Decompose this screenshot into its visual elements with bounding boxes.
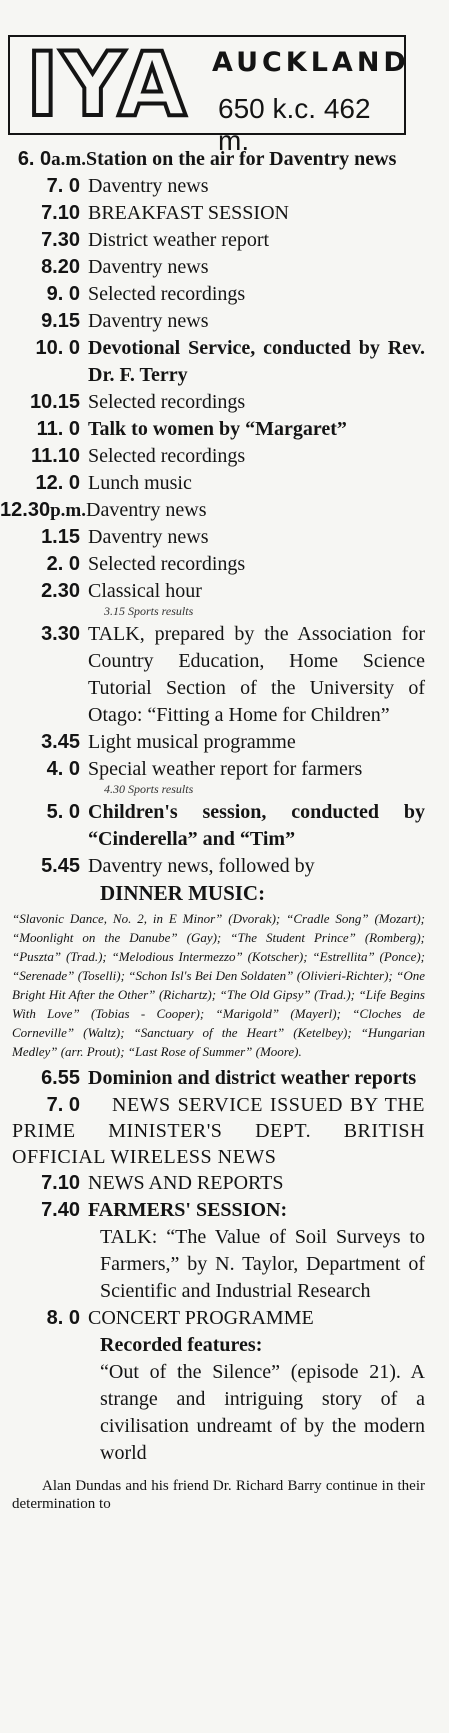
programme-entry	[0, 416, 449, 443]
station-callsign: IYA	[26, 33, 189, 136]
entry-time	[0, 853, 88, 880]
entry-time	[0, 470, 88, 497]
entry-ampm: a.m.	[51, 149, 86, 170]
closing-paragraph: Alan Dundas and his friend Dr. Richard Barry continue in their determination to	[12, 1478, 425, 1512]
entry-time	[0, 335, 88, 362]
entry-description: Children's session, conducted by “Cinderella” and “Tim”	[88, 801, 425, 850]
entry-time-value: 4. 0	[46, 758, 80, 780]
entry-time-value: 8.20	[41, 256, 80, 278]
programme-entry	[0, 335, 449, 389]
programme-entry	[0, 227, 449, 254]
programme-entry	[0, 729, 449, 756]
entry-time	[0, 799, 88, 826]
programme-entry	[0, 1170, 449, 1197]
entry-time-value: 9. 0	[46, 283, 80, 305]
entry-time-value: 5.45	[41, 855, 80, 877]
entry-description: CONCERT PROGRAMME	[88, 1307, 314, 1329]
entry-time-value: 7.10	[41, 202, 80, 224]
programme-entry	[0, 756, 449, 783]
entry-subnote: 4.30 Sports results	[104, 782, 194, 796]
entry-time-value: 3.30	[41, 623, 80, 645]
entry-description: Selected recordings	[88, 445, 246, 467]
station-frequency: 650 k.c. 462 m.	[218, 93, 371, 156]
entry-time	[0, 308, 88, 335]
entry-time-value: 7.30	[41, 229, 80, 251]
entry-time	[0, 1170, 88, 1197]
entry-description: Daventry news, followed by	[88, 855, 315, 877]
programme-entry	[0, 621, 449, 729]
entry-time	[0, 497, 86, 524]
entry-time-value: 6.55	[41, 1067, 80, 1089]
entry-time-value: 6. 0	[17, 148, 52, 170]
entry-description: FARMERS' SESSION:	[88, 1199, 288, 1221]
entry-description: BREAKFAST SESSION	[88, 202, 289, 224]
entry-time-value: 7. 0	[46, 175, 80, 197]
entry-time-value: 11.10	[31, 445, 80, 467]
entry-time-value: 7. 0	[46, 1094, 80, 1116]
entry-time-value: 7.40	[41, 1199, 80, 1221]
entry-time	[0, 1092, 88, 1119]
entry-time	[0, 254, 88, 281]
entry-description: Selected recordings	[88, 283, 246, 305]
entry-description: TALK, prepared by the Association for Country Education, Home Science Tutorial Section of the University of Otago: “Fitting a Home for Children”	[88, 623, 425, 726]
entry-time	[0, 1197, 88, 1224]
entry-description: Classical hour	[88, 580, 202, 602]
entry-time	[0, 443, 88, 470]
programme-entry	[0, 200, 449, 227]
entry-time-value: 2. 0	[46, 553, 80, 575]
recorded-feature-item: “Out of the Silence” (episode 21). A strange and intriguing story of a civilisation undreamt of by the modern world	[100, 1361, 425, 1464]
dinner-music-list: “Slavonic Dance, No. 2, in E Minor” (Dvorak); “Cradle Song” (Mozart); “Moonlight on the Danube” (Gay); “The Student Prince” (Romberg); “Puszta” (Trad.); “Melodious Intermezzo” (Kotscher); “Estrellita” (Ponce); “Serenade” (Toselli); “Schon Isl's Bei Den Soldaten” (Olivieri-Richter); “One Bright Hit After the Other” (Richartz); “The Old Gipsy” (Trad.); “Life Begins With Love” (Tobias - Cooper); “Marigold” (Mayerl); “Cloches de Corneville” (Waltz); “Sanctuary of the Heart” (Ketelbey); “Hungarian Medley” (arr. Prout); “Last Rose of Summer” (Moore).	[12, 911, 425, 1059]
entry-time	[0, 227, 88, 254]
programme-entry	[0, 578, 449, 605]
entry-time	[0, 1065, 88, 1092]
entry-time	[0, 551, 88, 578]
entry-description: Lunch music	[88, 472, 192, 494]
entry-time	[0, 729, 88, 756]
entry-time	[0, 173, 88, 200]
entry-description: Light musical programme	[88, 731, 296, 753]
station-city: AUCKLAND	[212, 47, 410, 78]
programme-entry	[0, 254, 449, 281]
entry-description: Daventry news	[86, 499, 207, 521]
entry-time	[0, 281, 88, 308]
entry-time	[0, 756, 88, 783]
entry-time-value: 11. 0	[36, 418, 80, 440]
entry-time-value: 3.45	[41, 731, 80, 753]
entry-description: District weather report	[88, 229, 270, 251]
entry-time-value: 10. 0	[35, 337, 80, 359]
programme-entry	[0, 470, 449, 497]
entry-description-wide: NEWS SERVICE ISSUED BY THE PRIME MINISTER'S DEPT. BRITISH OFFICIAL WIRELESS NEWS	[12, 1094, 425, 1168]
entry-time	[0, 1305, 88, 1332]
entry-time-value: 10.15	[29, 391, 80, 413]
entry-time-value: 2.30	[41, 580, 80, 602]
entry-time	[0, 578, 88, 605]
station-masthead	[8, 33, 410, 156]
programme-entry	[0, 281, 449, 308]
entry-time	[0, 416, 88, 443]
entry-description: Selected recordings	[88, 553, 246, 575]
programme-entry	[0, 1197, 449, 1224]
programme-entry	[0, 146, 449, 173]
entry-time-value: 5. 0	[46, 801, 80, 823]
recorded-features-heading: Recorded features:	[100, 1334, 263, 1356]
programme-entry	[0, 1305, 449, 1332]
entry-description: Daventry news	[88, 256, 209, 278]
entry-description: Special weather report for farmers	[88, 758, 363, 780]
entry-time-value: 1.15	[41, 526, 80, 548]
entry-description: Dominion and district weather reports	[88, 1067, 417, 1089]
entry-description: Devotional Service, conducted by Rev. Dr. F. Terry	[88, 337, 425, 386]
entry-description: Selected recordings	[88, 391, 246, 413]
entry-time-value: 7.10	[41, 1172, 80, 1194]
entry-description: Daventry news	[88, 526, 209, 548]
entry-subnote: 3.15 Sports results	[104, 604, 194, 618]
entry-time-value: 12.30	[0, 499, 51, 521]
entry-time-value: 8. 0	[46, 1307, 80, 1329]
entry-time	[0, 200, 88, 227]
programme-entry	[0, 1065, 449, 1092]
entry-description: Daventry news	[88, 310, 209, 332]
entry-description: Daventry news	[88, 175, 209, 197]
entry-time	[0, 524, 88, 551]
farmers-talk: TALK: “The Value of Soil Surveys to Farmers,” by N. Taylor, Department of Scientific and Industrial Research	[100, 1226, 425, 1302]
entry-time	[0, 389, 88, 416]
programme-entry	[0, 524, 449, 551]
programme-entry	[0, 308, 449, 335]
entry-ampm: p.m.	[50, 500, 86, 521]
programme-listings	[0, 146, 449, 1513]
entry-time-value: 9.15	[41, 310, 80, 332]
entry-time	[0, 621, 88, 648]
programme-entry	[0, 389, 449, 416]
entry-description: NEWS AND REPORTS	[88, 1172, 284, 1194]
programme-entry	[0, 497, 449, 524]
programme-entry	[0, 551, 449, 578]
dinner-music-title: DINNER MUSIC:	[100, 881, 266, 905]
entry-time-value: 12. 0	[35, 472, 80, 494]
entry-time	[0, 146, 86, 173]
programme-entry	[0, 173, 449, 200]
entry-description: Talk to women by “Margaret”	[88, 418, 347, 440]
programme-entry	[0, 443, 449, 470]
programme-entry	[0, 853, 449, 880]
entry-description: Station on the air for Daventry news	[86, 148, 397, 170]
programme-entry	[0, 799, 449, 853]
